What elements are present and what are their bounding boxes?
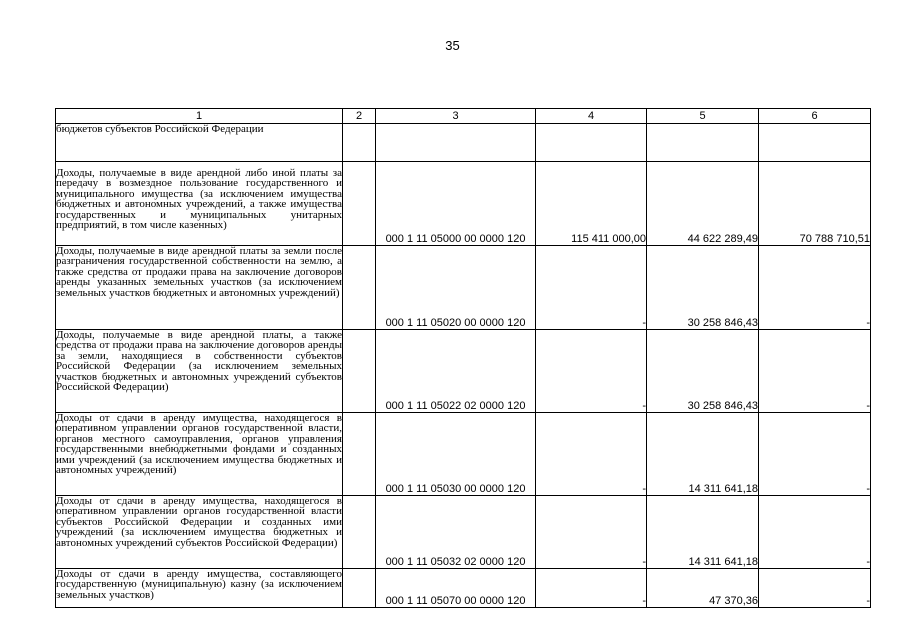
- table-header-row: [56, 109, 871, 124]
- row-value-col5: [647, 124, 759, 162]
- table-row: [56, 496, 871, 569]
- table-row: [56, 124, 871, 162]
- table-row: [56, 246, 871, 330]
- row-value-col6: -: [759, 496, 871, 569]
- row-code: 000 1 11 05000 00 0000 120: [376, 162, 536, 246]
- column-header: 6: [759, 109, 871, 124]
- row-code: 000 1 11 05022 02 0000 120: [376, 330, 536, 413]
- row-col2: [343, 330, 376, 413]
- column-header: 5: [647, 109, 759, 124]
- row-value-col4: [536, 124, 647, 162]
- row-value-col4: 115 411 000,00: [536, 162, 647, 246]
- row-description: Доходы, получаемые в виде арендной платы, а также средства от продажи права на заключение договоров аренды за земли, находящиеся в собственности субъектов Российской Федерации (за исключением земельных участков бюджетных и автономных учреждений субъектов Российской Федерации): [56, 330, 343, 413]
- column-header: 2: [343, 109, 376, 124]
- row-value-col5: 14 311 641,18: [647, 413, 759, 496]
- row-value-col4: -: [536, 496, 647, 569]
- row-value-col5: 30 258 846,43: [647, 330, 759, 413]
- row-col2: [343, 162, 376, 246]
- row-col2: [343, 246, 376, 330]
- row-description: Доходы, получаемые в виде арендной платы за земли после разграничения государственной собственности на землю, а также средства от продажи права на заключение договоров аренды указанных земельных участков (за исключением земельных участков бюджетных и автономных учреждений): [56, 246, 343, 330]
- page-number: 35: [445, 38, 460, 53]
- row-code: 000 1 11 05020 00 0000 120: [376, 246, 536, 330]
- row-description: Доходы от сдачи в аренду имущества, находящегося в оперативном управлении органов государственной власти, органов местного самоуправления, органов управления государственными внебюджетными фондами и созданных ими учреждений (за исключением имущества бюджетных и автономных учреждений): [56, 413, 343, 496]
- table-row: [56, 413, 871, 496]
- row-value-col6: 70 788 710,51: [759, 162, 871, 246]
- row-value-col6: -: [759, 569, 871, 608]
- row-description: Доходы от сдачи в аренду имущества, находящегося в оперативном управлении органов государственной власти субъектов Российской Федерации и созданных ими учреждений (за исключением имущества бюджетных и автономных учреждений субъектов Российской Федерации): [56, 496, 343, 569]
- revenue-table: [55, 108, 871, 608]
- row-value-col5: 14 311 641,18: [647, 496, 759, 569]
- row-value-col4: -: [536, 330, 647, 413]
- row-description: бюджетов субъектов Российской Федерации: [56, 124, 343, 162]
- row-col2: [343, 124, 376, 162]
- row-value-col6: -: [759, 246, 871, 330]
- row-value-col6: [759, 124, 871, 162]
- row-code: 000 1 11 05030 00 0000 120: [376, 413, 536, 496]
- row-value-col4: -: [536, 413, 647, 496]
- row-col2: [343, 569, 376, 608]
- row-value-col4: -: [536, 246, 647, 330]
- row-value-col5: 30 258 846,43: [647, 246, 759, 330]
- row-description: Доходы от сдачи в аренду имущества, составляющего государственную (муниципальную) казну (за исключением земельных участков): [56, 569, 343, 608]
- table-row: [56, 569, 871, 608]
- row-col2: [343, 496, 376, 569]
- row-col2: [343, 413, 376, 496]
- row-code: [376, 124, 536, 162]
- column-header: 3: [376, 109, 536, 124]
- row-value-col5: 47 370,36: [647, 569, 759, 608]
- row-value-col6: -: [759, 413, 871, 496]
- row-value-col4: -: [536, 569, 647, 608]
- row-code: 000 1 11 05032 02 0000 120: [376, 496, 536, 569]
- row-value-col6: -: [759, 330, 871, 413]
- row-code: 000 1 11 05070 00 0000 120: [376, 569, 536, 608]
- row-value-col5: 44 622 289,49: [647, 162, 759, 246]
- row-description: Доходы, получаемые в виде арендной либо иной платы за передачу в возмездное пользование государственного и муниципального имущества (за исключением имущества бюджетных и автономных учреждений, а также имущества государственных и муниципальных унитарных предприятий, в том числе казенных): [56, 162, 343, 246]
- column-header: 4: [536, 109, 647, 124]
- table-row: [56, 162, 871, 246]
- column-header: 1: [56, 109, 343, 124]
- table-row: [56, 330, 871, 413]
